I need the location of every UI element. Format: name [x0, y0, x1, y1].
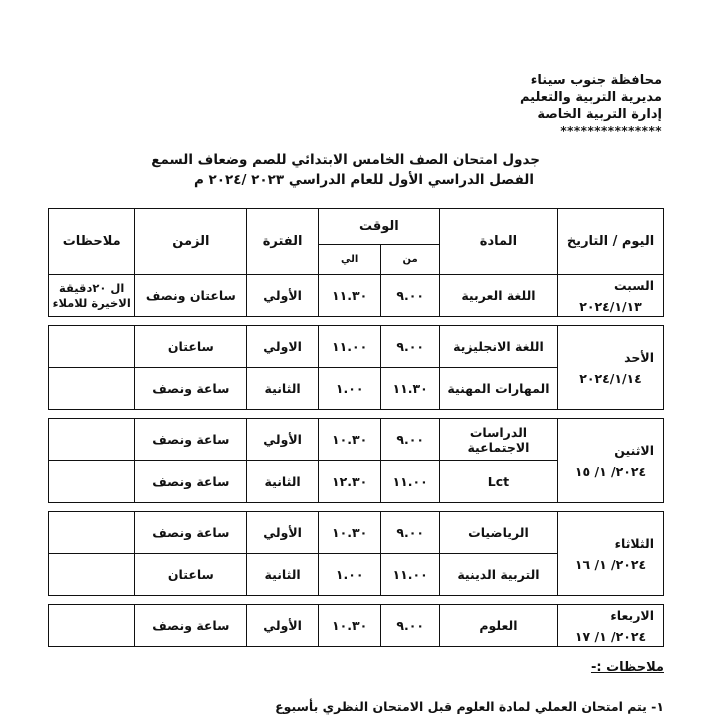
day-date-cell — [558, 419, 664, 503]
period-cell: الأولي — [247, 275, 319, 317]
time-from-cell: ١١.٠٠ — [381, 461, 439, 503]
period-cell: الثانية — [247, 461, 319, 503]
note-cell — [49, 368, 135, 410]
note-cell — [49, 605, 135, 647]
title-line-2: الفصل الدراسي الأول للعام الدراسي ٢٠٢٣ /٢٠٢٤ م — [193, 172, 534, 188]
note-cell — [49, 512, 135, 554]
subject-cell: Lct — [439, 461, 557, 503]
time-to-cell: ١٢.٣٠ — [318, 461, 381, 503]
day-date-cell — [558, 605, 664, 647]
day-separator — [49, 317, 664, 326]
header-day-date: اليوم / التاريخ — [558, 209, 664, 275]
notes-title: ملاحظات :- — [590, 660, 664, 675]
time-to-cell: ١.٠٠ — [318, 368, 381, 410]
time-to-cell: ١٠.٣٠ — [318, 605, 381, 647]
day-separator — [49, 503, 664, 512]
header-notes: ملاحظات — [49, 209, 135, 275]
time-to-cell: ١.٠٠ — [318, 554, 381, 596]
time-to-cell: ١١.٠٠ — [318, 326, 381, 368]
schedule-body — [49, 275, 664, 647]
period-cell: الأولي — [247, 419, 319, 461]
duration-cell: ساعتان — [135, 554, 247, 596]
subject-cell: العلوم — [439, 605, 557, 647]
header-from: من — [381, 245, 439, 275]
duration-cell: ساعة ونصف — [135, 605, 247, 647]
table-row — [49, 326, 664, 368]
period-cell: الأولي — [247, 512, 319, 554]
header-to: الي — [318, 245, 381, 275]
period-cell: الاولي — [247, 326, 319, 368]
duration-cell: ساعتان — [135, 326, 247, 368]
time-from-cell: ١١.٠٠ — [381, 554, 439, 596]
directorate-line: مديرية التربية والتعليم — [519, 90, 662, 105]
duration-cell: ساعة ونصف — [135, 461, 247, 503]
subject-cell: الدراسات الاجتماعية — [439, 419, 557, 461]
exam-date: ٢٠٢٤/١/١٤ — [579, 370, 642, 386]
time-from-cell: ٩.٠٠ — [381, 419, 439, 461]
time-from-cell: ٩.٠٠ — [381, 275, 439, 317]
time-to-cell: ١٠.٣٠ — [318, 419, 381, 461]
separator-cell — [49, 503, 664, 512]
period-cell: الثانية — [247, 368, 319, 410]
day-name: الثلاثاء — [614, 535, 654, 551]
duration-cell: ساعتان ونصف — [135, 275, 247, 317]
day-date-cell — [558, 275, 664, 317]
exam-schedule-table — [48, 208, 664, 647]
duration-cell: ساعة ونصف — [135, 512, 247, 554]
day-date-cell — [558, 326, 664, 410]
subject-cell: التربية الدينية — [439, 554, 557, 596]
time-from-cell: ٩.٠٠ — [381, 605, 439, 647]
header-period: الفترة — [247, 209, 319, 275]
separator-cell — [49, 410, 664, 419]
header-duration: الزمن — [135, 209, 247, 275]
day-name: الاثنين — [614, 442, 654, 458]
subject-cell: المهارات المهنية — [439, 368, 557, 410]
header-time: الوقت — [318, 209, 439, 245]
title-line-1: جدول امتحان الصف الخامس الابتدائي للصم وضعاف السمع — [151, 152, 540, 168]
note-cell — [49, 554, 135, 596]
governorate-line: محافظة جنوب سيناء — [530, 73, 662, 88]
separator-cell — [49, 596, 664, 605]
note-cell: ال ٢٠دقيقة الاخيرة للاملاء — [49, 275, 135, 317]
day-date-cell — [558, 512, 664, 596]
exam-date: ٢٠٢٤/ ١/ ١٧ — [574, 628, 647, 644]
day-name: الاربعاء — [610, 607, 654, 623]
time-to-cell: ١٠.٣٠ — [318, 512, 381, 554]
directorate-header — [362, 72, 662, 140]
time-to-cell: ١١.٣٠ — [318, 275, 381, 317]
table-row — [49, 419, 664, 461]
day-name: الأحد — [624, 349, 654, 365]
day-name: السبت — [613, 277, 654, 293]
note-cell — [49, 461, 135, 503]
exam-date: ٢٠٢٤/ ١/ ١٥ — [574, 463, 647, 479]
header-subject: المادة — [439, 209, 557, 275]
duration-cell: ساعة ونصف — [135, 368, 247, 410]
table-row — [49, 605, 664, 647]
subject-cell: الرياضيات — [439, 512, 557, 554]
administration-line: إدارة التربية الخاصة — [537, 107, 662, 122]
table-row — [49, 275, 664, 317]
duration-cell: ساعة ونصف — [135, 419, 247, 461]
stars-separator: *************** — [560, 124, 662, 138]
note-item-1: ١- يتم امتحان العملي لمادة العلوم قبل الامتحان النظري بأسبوع — [275, 699, 664, 714]
day-separator — [49, 410, 664, 419]
exam-date: ٢٠٢٤/ ١/ ١٦ — [574, 556, 647, 572]
table-row — [49, 512, 664, 554]
note-cell — [49, 326, 135, 368]
day-separator — [49, 596, 664, 605]
period-cell: الثانية — [247, 554, 319, 596]
subject-cell: اللغة الانجليزية — [439, 326, 557, 368]
note-cell — [49, 419, 135, 461]
separator-cell — [49, 317, 664, 326]
time-from-cell: ٩.٠٠ — [381, 512, 439, 554]
subject-cell: اللغة العربية — [439, 275, 557, 317]
period-cell: الأولي — [247, 605, 319, 647]
document-title — [151, 150, 540, 190]
exam-date: ٢٠٢٤/١/١٣ — [579, 298, 642, 314]
time-from-cell: ٩.٠٠ — [381, 326, 439, 368]
time-from-cell: ١١.٣٠ — [381, 368, 439, 410]
